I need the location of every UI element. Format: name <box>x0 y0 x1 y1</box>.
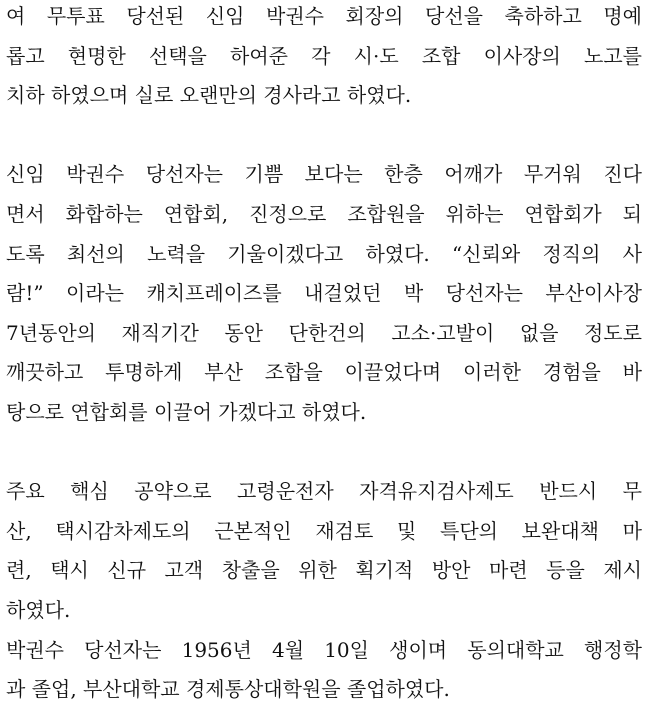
text-segment: 하였다. <box>6 598 71 622</box>
text-segment: 도록 최선의 노력을 기울이겠다고 하였다. “신뢰와 정직의 사 <box>6 241 642 266</box>
text-segment: 당선자는 1956년 4월 10일 생이며 동의대학교 행정학 <box>63 637 642 662</box>
person-name: 박권수 <box>6 637 64 662</box>
text-segment: 람!” 이라는 캐치프레이즈를 내걸었던 박 당선자는 부산이사장 <box>6 281 642 306</box>
text-segment: 면서 화합하는 연합회, 진정으로 조합원을 위하는 연합회가 되 <box>6 202 642 226</box>
text-line <box>6 41 642 71</box>
text-segment: 산, 택시감차제도의 근본적인 재검토 및 특단의 보완대책 마 <box>6 518 642 543</box>
text-line <box>6 397 642 427</box>
text-line <box>6 635 642 665</box>
text-segment: 회장의 당선을 축하하고 명예 <box>324 4 642 28</box>
text-line <box>6 318 642 348</box>
text-segment: 롭고 현명한 선택을 하여준 각 시·도 조합 이사장의 노고를 <box>6 43 642 68</box>
text-line <box>6 555 642 585</box>
text-line <box>6 239 642 269</box>
text-segment: 탕으로 연합회를 이끌어 가겠다고 하였다. <box>6 400 367 424</box>
text-line <box>6 1 642 31</box>
text-line <box>6 278 642 308</box>
text-line <box>6 159 642 189</box>
text-segment: 신임 <box>6 162 67 187</box>
text-segment: 과 졸업, 부산대학교 경제통상대학원을 졸업하였다. <box>6 677 450 702</box>
text-segment: 당선자는 기쁨 보다는 한층 어깨가 무거워 진다 <box>124 162 642 187</box>
text-line <box>6 357 642 387</box>
text-line <box>6 199 642 229</box>
text-segment: 주요 핵심 공약으로 고령운전자 자격유지검사제도 반드시 무 <box>6 479 642 504</box>
text-segment: 치하 하였으며 실로 오랜만의 경사라고 하였다. <box>6 83 412 108</box>
text-line <box>6 80 642 110</box>
person-name: 박권수 <box>266 4 324 28</box>
text-line <box>6 595 642 625</box>
text-segment: 여 무투표 당선된 신임 <box>6 4 267 28</box>
text-line <box>6 516 642 546</box>
text-segment: 7년동안의 재직기간 동안 단한건의 고소·고발이 없을 정도로 <box>6 320 642 345</box>
text-segment: 련, 택시 신규 고객 창출을 위한 획기적 방안 마련 등을 제시 <box>6 558 642 583</box>
text-line <box>6 674 642 704</box>
person-name: 박권수 <box>66 162 125 187</box>
text-line <box>6 476 642 506</box>
text-segment: 깨끗하고 투명하게 부산 조합을 이끌었다며 이러한 경험을 바 <box>6 360 642 385</box>
